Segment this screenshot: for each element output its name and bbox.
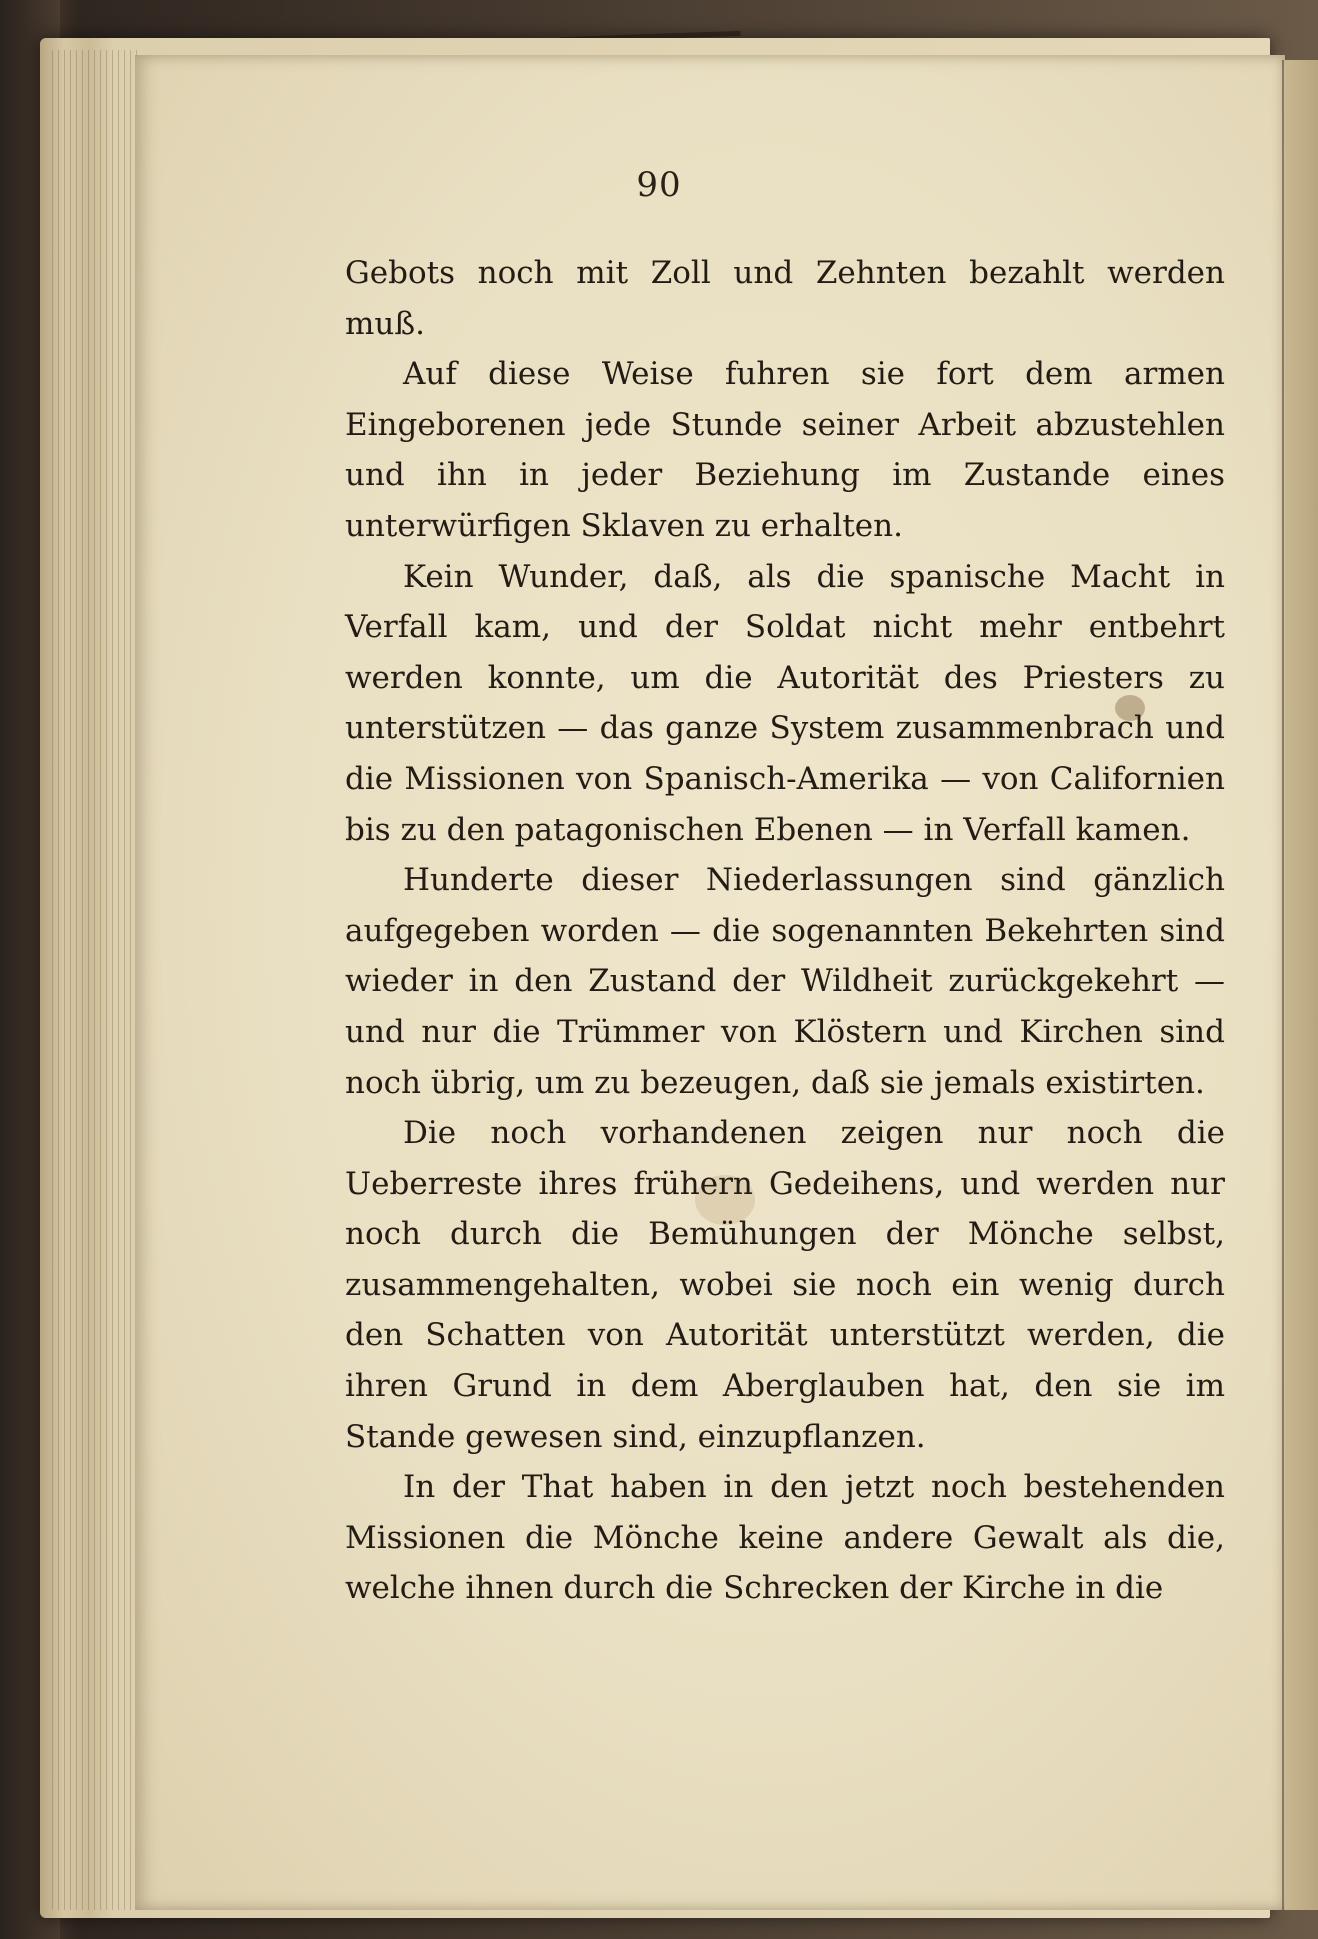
paragraph: Gebots noch mit Zoll und Zehnten bezahlt werden muß. bbox=[345, 255, 1225, 342]
paragraph: Die noch vorhandenen zeigen nur noch die Ueberreste ihres frühern Gedeihens, und werden nur noch durch die Bemühungen der Mönche selbst, zusammengehalten, wobei sie noch ein wenig durch den Schatten von Autorität unterstützt werden, die ihren Grund in dem Aberglauben hat, den sie im Stande gewesen sind, einzupflanzen. bbox=[345, 1115, 1225, 1455]
facing-page-edge bbox=[1282, 60, 1318, 1910]
paragraph: Kein Wunder, daß, als die spanische Macht in Verfall kam, und der Soldat nicht mehr entbehrt werden konnte, um die Autorität des Priesters zu unterstützen — das ganze System zusammenbrach und die Missionen von Spanisch-Amerika — von Californien bis zu den patagonischen Ebenen — in Verfall kamen. bbox=[345, 558, 1225, 848]
page-number: 90 bbox=[636, 165, 682, 205]
bookmark-string bbox=[559, 0, 740, 42]
body-text bbox=[345, 248, 1225, 1614]
paragraph: In der That haben in den jetzt noch bestehenden Missionen die Mönche keine andere Gewalt als die, welche ihnen durch die Schrecken der Kirche in die bbox=[345, 1469, 1225, 1607]
page-edges bbox=[52, 50, 142, 1910]
gutter-line bbox=[1282, 60, 1284, 1910]
paragraph: Auf diese Weise fuhren sie fort dem armen Eingeborenen jede Stunde seiner Arbeit abzustehlen und ihn in jeder Beziehung im Zustande eines unterwürfigen Sklaven zu erhalten. bbox=[345, 356, 1225, 544]
paragraph: Hunderte dieser Niederlassungen sind gänzlich aufgegeben worden — die sogenannten Bekehrten sind wieder in den Zustand der Wildheit zurückgekehrt — und nur die Trümmer von Klöstern und Kirchen sind noch übrig, um zu bezeugen, daß sie jemals existirten. bbox=[345, 862, 1225, 1101]
